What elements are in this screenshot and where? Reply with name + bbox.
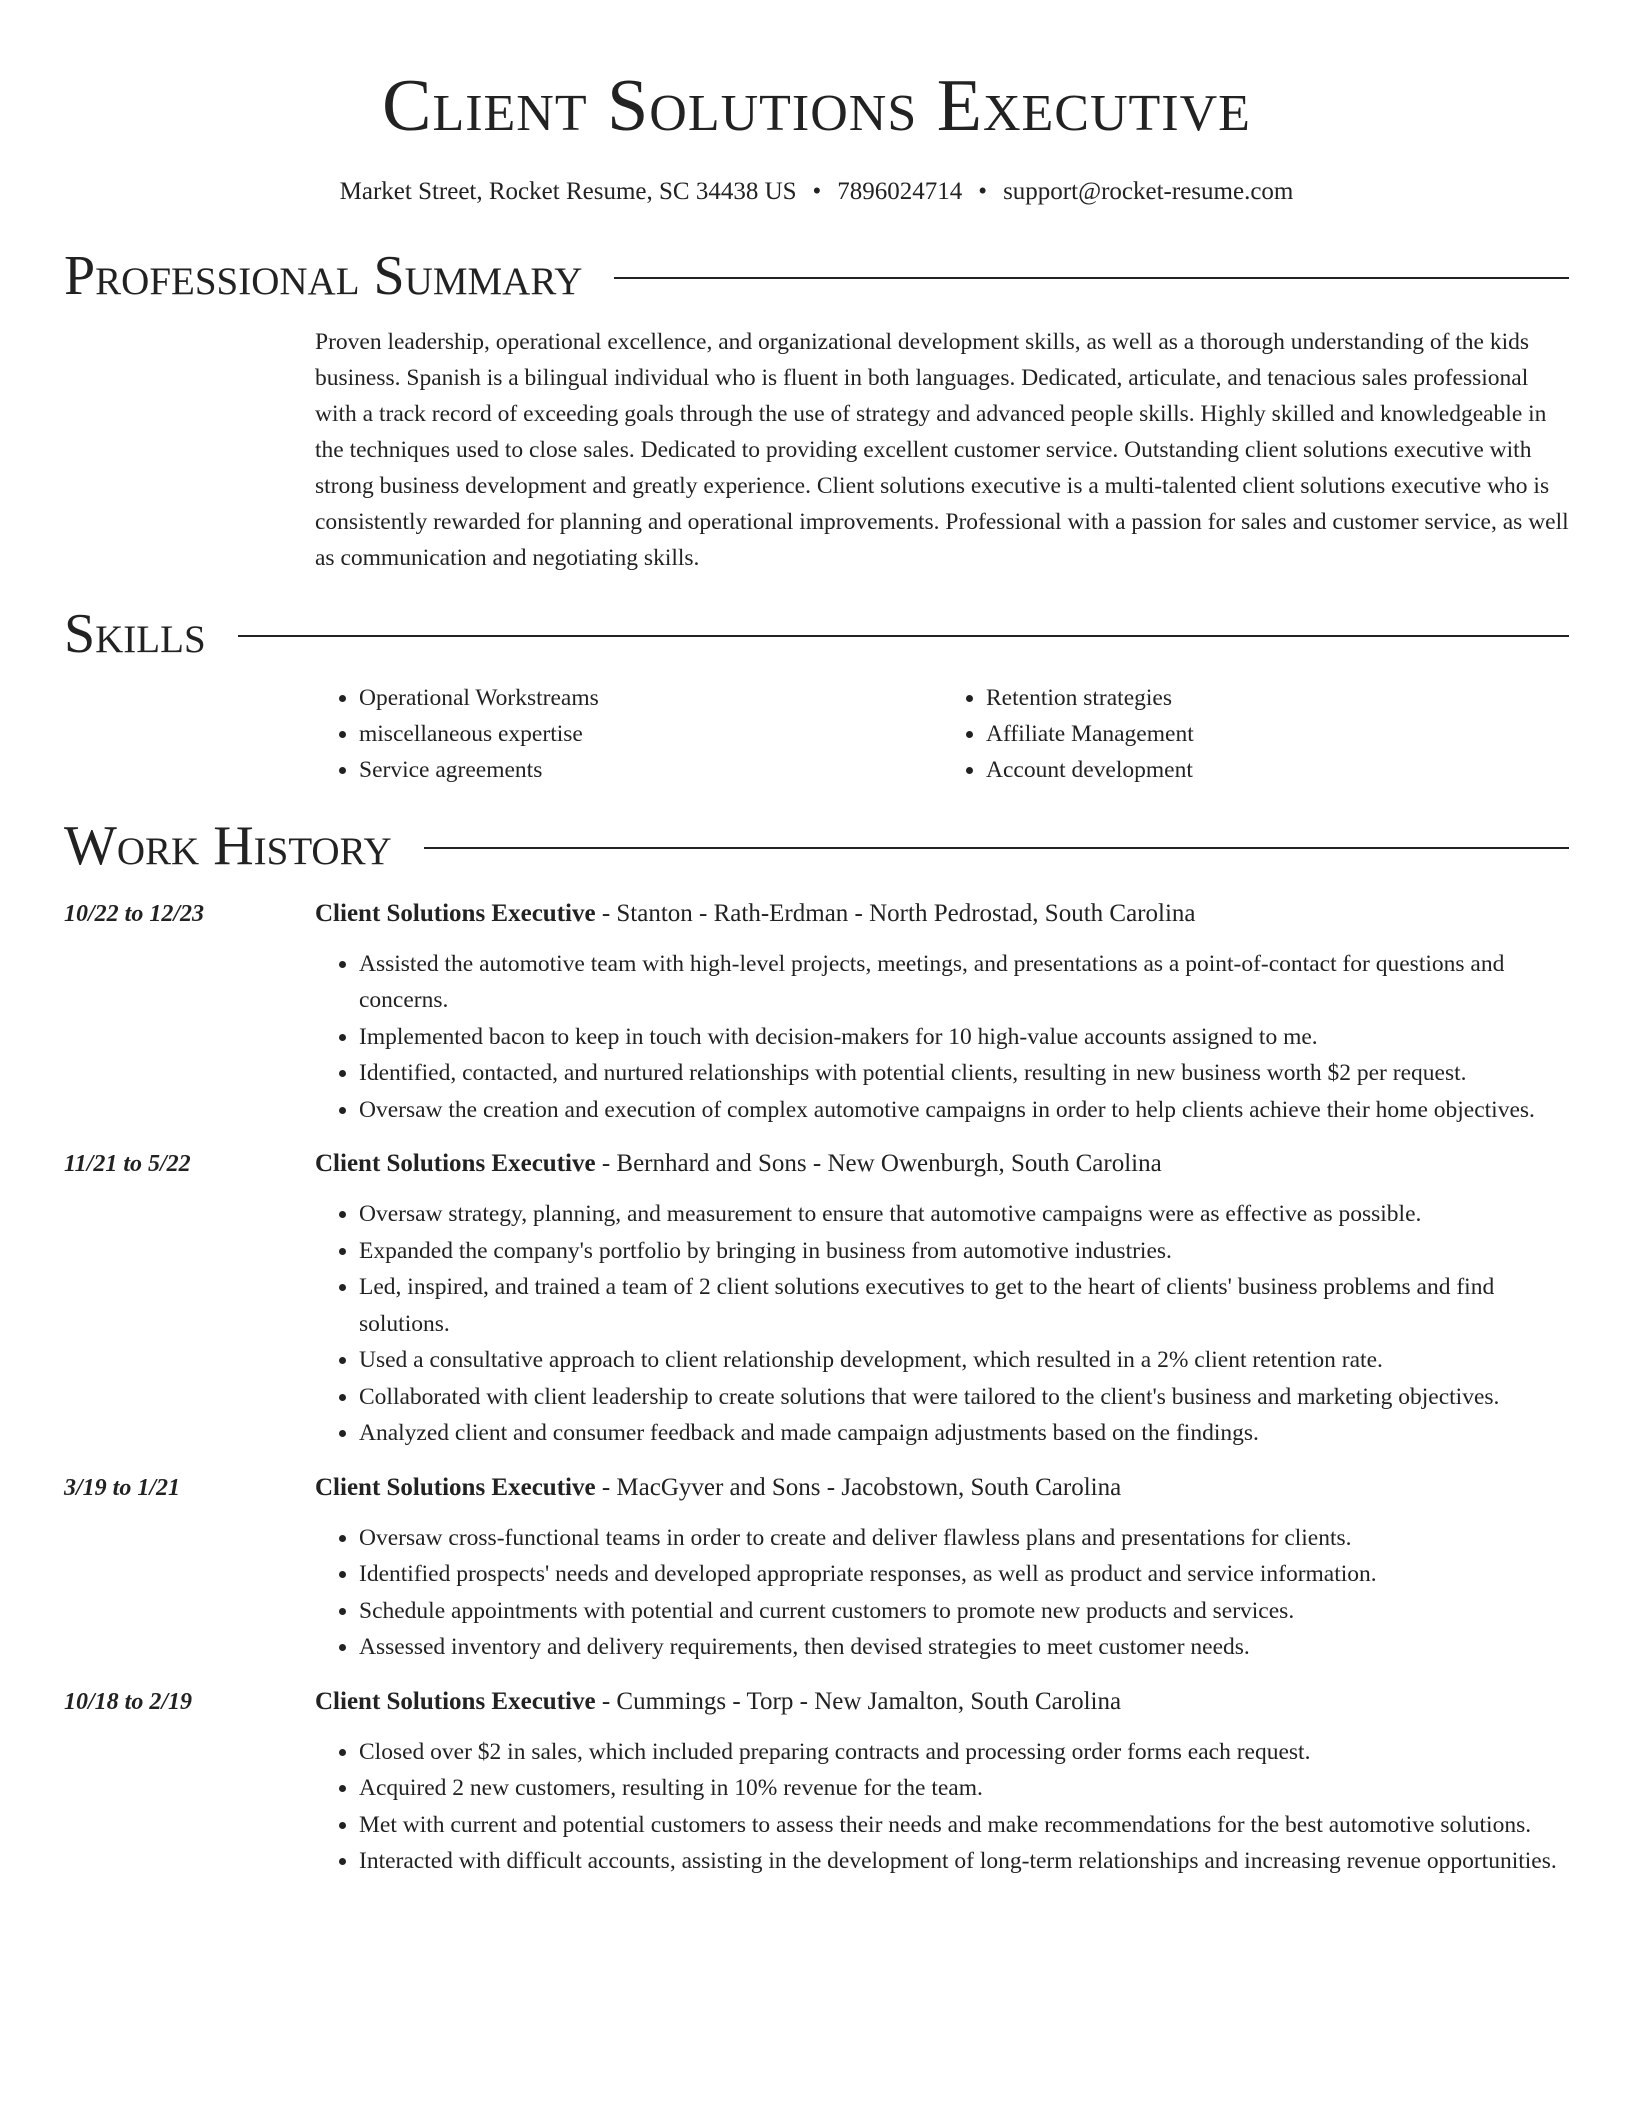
skills-section bbox=[64, 600, 1569, 788]
job-bullet: • Schedule appointments with potential and current customers to promote new products and services. bbox=[359, 1593, 1569, 1630]
contact-separator: • bbox=[812, 178, 822, 205]
job-body bbox=[315, 896, 1569, 1129]
job-bullets bbox=[315, 1734, 1569, 1880]
job-bullet: • Assisted the automotive team with high-level projects, meetings, and presentations as a point-of-contact for questions and concerns. bbox=[359, 946, 1569, 1019]
job-details: - Stanton - Rath-Erdman - North Pedrostad, South Carolina bbox=[595, 899, 1196, 927]
work-history-section bbox=[64, 812, 1569, 1880]
job-title: Client Solutions Executive bbox=[315, 899, 596, 927]
section-title: Work History bbox=[64, 814, 392, 877]
skills-heading bbox=[64, 600, 1569, 668]
job-details: - Bernhard and Sons - New Owenburgh, South Carolina bbox=[595, 1150, 1162, 1177]
section-divider bbox=[238, 635, 1569, 637]
job-entry bbox=[64, 896, 1569, 1129]
skill-item: • Account development bbox=[986, 752, 1569, 788]
skill-item: • Service agreements bbox=[359, 752, 942, 788]
job-bullet: • Interacted with difficult accounts, assisting in the development of long-term relationships and increasing revenue opportunities. bbox=[359, 1843, 1569, 1880]
job-header bbox=[315, 1146, 1569, 1182]
contact-address: Market Street, Rocket Resume, SC 34438 US bbox=[339, 178, 797, 205]
skills-list bbox=[315, 680, 1569, 788]
job-bullet: • Expanded the company's portfolio by bringing in business from automotive industries. bbox=[359, 1233, 1569, 1270]
summary-text: Proven leadership, operational excellence, and organizational development skills, as well as a thorough understanding of the kids business. Spanish is a bilingual individual who is fluent in both languages. Dedicated, articulate, and tenacious sales professional with a track record of exceeding goals through the use of strategy and advanced people skills. Highly skilled and knowledgeable in the techniques used to close sales. Dedicated to providing excellent customer service. Outstanding client solutions executive with strong business development and greatly experience. Client solutions executive is a multi-talented client solutions executive who is consistently rewarded for planning and operational improvements. Professional with a passion for sales and customer service, as well as communication and negotiating skills. bbox=[315, 329, 1569, 571]
job-details: - Cummings - Torp - New Jamalton, South Carolina bbox=[595, 1687, 1122, 1715]
job-bullet: • Identified, contacted, and nurtured relationships with potential clients, resulting in new business worth $2 per request. bbox=[359, 1055, 1569, 1092]
job-title: Client Solutions Executive bbox=[315, 1687, 596, 1715]
contact-separator: • bbox=[978, 178, 988, 205]
work-history-heading bbox=[64, 812, 1569, 880]
job-dates: 3/19 to 1/21 bbox=[64, 1474, 181, 1501]
job-bullet: • Implemented bacon to keep in touch with decision-makers for 10 high-value accounts assigned to me. bbox=[359, 1019, 1569, 1056]
contact-phone: 7896024714 bbox=[837, 178, 963, 205]
job-bullet: • Used a consultative approach to client relationship development, which resulted in a 2% client retention rate. bbox=[359, 1342, 1569, 1379]
job-bullet: • Oversaw cross-functional teams in order to create and deliver flawless plans and presentations for clients. bbox=[359, 1520, 1569, 1557]
job-bullet: • Oversaw strategy, planning, and measurement to ensure that automotive campaigns were as effective as possible. bbox=[359, 1196, 1569, 1233]
contact-email: support@rocket-resume.com bbox=[1003, 178, 1294, 205]
job-entry bbox=[64, 1146, 1569, 1452]
job-body bbox=[315, 1146, 1569, 1452]
skills-column-right bbox=[942, 680, 1569, 788]
job-details: - MacGyver and Sons - Jacobstown, South Carolina bbox=[595, 1473, 1122, 1501]
job-bullet: • Identified prospects' needs and developed appropriate responses, as well as product and service information. bbox=[359, 1556, 1569, 1593]
skill-item: • Affiliate Management bbox=[986, 716, 1569, 752]
job-header bbox=[315, 1684, 1569, 1720]
section-title: Professional Summary bbox=[64, 245, 583, 307]
job-header bbox=[315, 896, 1569, 932]
skill-item: • Operational Workstreams bbox=[359, 680, 942, 716]
contact-line bbox=[64, 176, 1569, 208]
job-bullet: • Led, inspired, and trained a team of 2 client solutions executives to get to the heart of clients' business problems and find solutions. bbox=[359, 1269, 1569, 1342]
job-bullets bbox=[315, 1520, 1569, 1666]
section-divider bbox=[424, 847, 1569, 849]
job-header bbox=[315, 1470, 1569, 1506]
skills-column-left bbox=[315, 680, 942, 788]
job-bullet: • Assessed inventory and delivery requirements, then devised strategies to meet customer needs. bbox=[359, 1629, 1569, 1666]
candidate-name: Client Solutions Executive bbox=[382, 65, 1251, 147]
skill-item: • Retention strategies bbox=[986, 680, 1569, 716]
job-bullet: • Acquired 2 new customers, resulting in 10% revenue for the team. bbox=[359, 1770, 1569, 1807]
job-bullets bbox=[315, 1196, 1569, 1452]
job-bullet: • Collaborated with client leadership to create solutions that were tailored to the client's business and marketing objectives. bbox=[359, 1379, 1569, 1416]
job-dates: 11/21 to 5/22 bbox=[64, 1151, 191, 1177]
job-dates: 10/22 to 12/23 bbox=[64, 900, 205, 927]
job-bullet: • Closed over $2 in sales, which included preparing contracts and processing order forms each request. bbox=[359, 1734, 1569, 1771]
job-entry bbox=[64, 1684, 1569, 1880]
job-dates: 10/18 to 2/19 bbox=[64, 1688, 193, 1715]
job-bullet: • Analyzed client and consumer feedback and made campaign adjustments based on the findings. bbox=[359, 1415, 1569, 1452]
job-body bbox=[315, 1684, 1569, 1880]
job-title: Client Solutions Executive bbox=[315, 1473, 596, 1501]
job-bullet: • Oversaw the creation and execution of complex automotive campaigns in order to help clients achieve their home objectives. bbox=[359, 1092, 1569, 1129]
section-divider bbox=[614, 277, 1569, 279]
job-entry bbox=[64, 1470, 1569, 1666]
job-bullets bbox=[315, 946, 1569, 1129]
section-title: Skills bbox=[64, 602, 206, 665]
resume-page bbox=[64, 0, 1569, 1880]
summary-section bbox=[64, 242, 1569, 576]
job-bullet: • Met with current and potential customers to assess their needs and make recommendations for the best automotive solutions. bbox=[359, 1807, 1569, 1844]
summary-heading bbox=[64, 242, 1569, 310]
job-body bbox=[315, 1470, 1569, 1666]
job-title: Client Solutions Executive bbox=[315, 1150, 596, 1177]
skill-item: • miscellaneous expertise bbox=[359, 716, 942, 752]
